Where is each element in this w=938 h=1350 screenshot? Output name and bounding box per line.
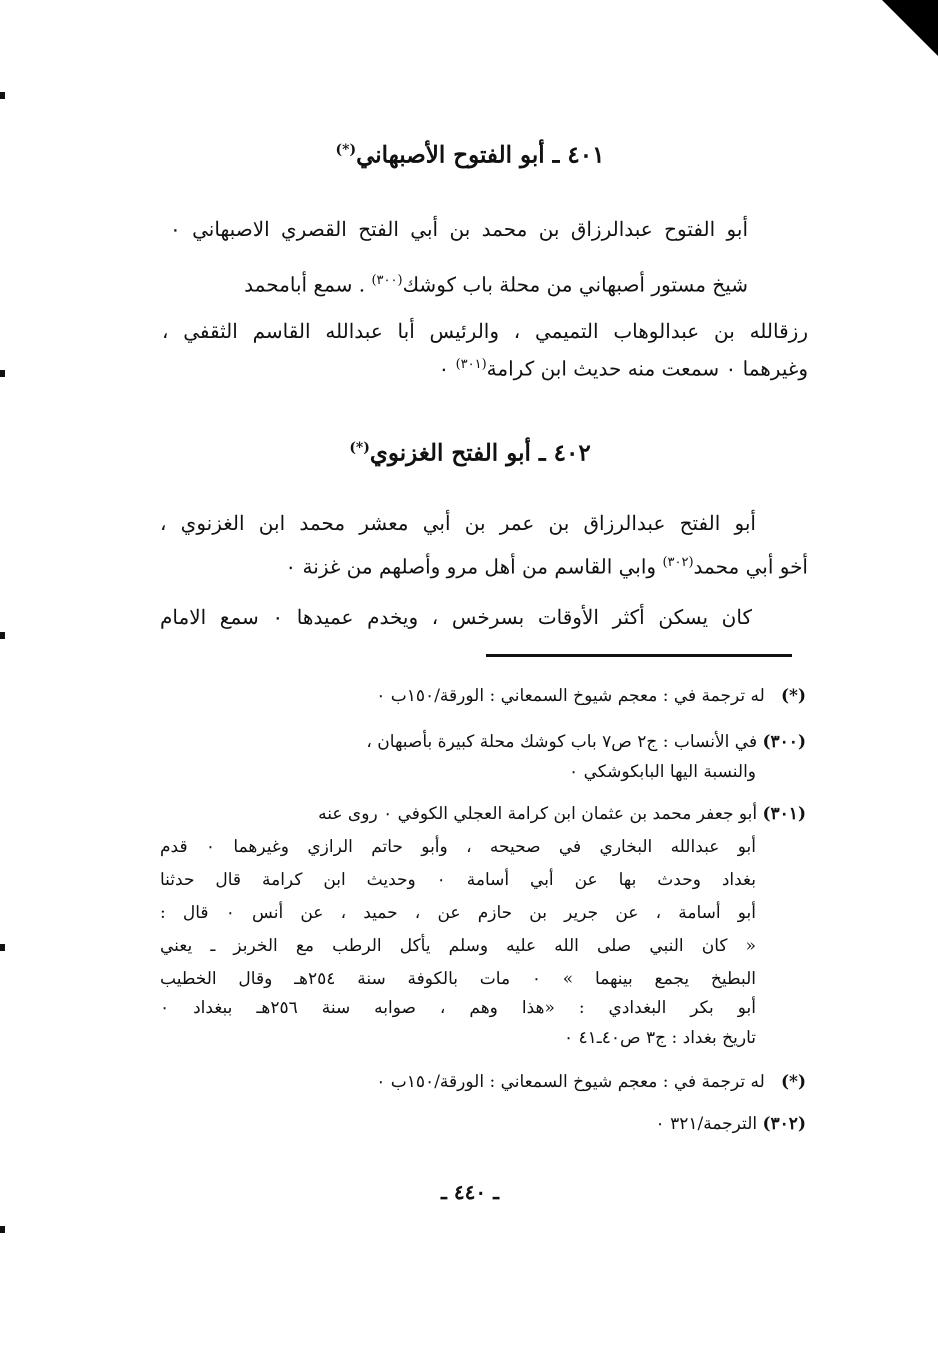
footnote [160, 728, 806, 757]
footnote-text: له ترجمة في : معجم شيوخ السمعاني : الورقة/١٥٠ب ٠ [376, 686, 765, 706]
heading-footnote-mark: (*) [349, 440, 370, 456]
line-text: أخو أبي محمد [693, 554, 808, 579]
footnote [240, 682, 806, 711]
footnote-continuation: تاريخ بغداد : ج٣ ص٤٠ـ٤١ ٠ [563, 1028, 756, 1048]
entry-401-line-2 [162, 266, 748, 300]
entry-402-heading [150, 432, 790, 470]
entry-401-heading [150, 134, 790, 172]
margin-mark [0, 370, 5, 377]
entry-402-line-1: أبو الفتح عبدالرزاق بن عمر بن أبي معشر محمد ابن الغزنوي ، [160, 511, 756, 535]
margin-mark [0, 632, 5, 639]
margin-mark [0, 944, 5, 951]
footnote [240, 1068, 806, 1097]
footnote-number: (٣٠٠) [762, 732, 806, 752]
note-ref: (٣٠١) [455, 357, 487, 372]
footnote-number: (٣٠١) [762, 804, 806, 824]
page-number: ـ ٤٤٠ ـ [441, 1180, 499, 1204]
footnote-continuation: بغداد وحدث بها عن أبي أسامة ٠ وحديث ابن كرامة قال حدثنا [160, 870, 756, 890]
footnote-text: الترجمة/٣٢١ ٠ [655, 1114, 758, 1134]
entry-401-line-4 [380, 350, 808, 384]
footnote-continuation: والنسبة اليها البابكوشكي ٠ [569, 762, 756, 782]
entry-401-line-1: أبو الفتوح عبدالرزاق بن محمد بن أبي الفتح القصري الاصبهاني ٠ [170, 217, 748, 241]
footnote [540, 1110, 806, 1139]
line-text: وغيرهما ٠ سمعت منه حديث ابن كرامة [486, 356, 808, 381]
entry-401-line-3: رزقالله بن عبدالوهاب التميمي ، والرئيس أبا عبدالله القاسم الثقفي ، [162, 319, 808, 343]
footnote-number: (*) [781, 686, 806, 706]
footnote-text: أبو جعفر محمد بن عثمان ابن كرامة العجلي الكوفي ٠ روى عنه [318, 804, 758, 824]
margin-mark [0, 92, 5, 99]
line-text: شيخ مستور أصبهاني من محلة باب كوشك [402, 272, 748, 297]
corner-mark [882, 0, 938, 56]
footnote-number: (*) [781, 1072, 806, 1092]
note-ref: (٣٠٠) [371, 273, 403, 288]
entry-402-line-2 [196, 548, 808, 582]
footnote-continuation: « كان النبي صلى الله عليه وسلم يأكل الرطب مع الخربز ـ يعني [160, 936, 756, 956]
heading-footnote-mark: (*) [335, 142, 357, 158]
heading-text: ٤٠٢ ـ أبو الفتح الغزنوي [369, 439, 591, 467]
margin-mark [0, 1226, 5, 1233]
footnote-number: (٣٠٢) [762, 1114, 806, 1134]
line-text: وابي القاسم من أهل مرو وأصلهم من غزنة ٠ [285, 554, 657, 579]
footnote-separator [486, 654, 792, 657]
footnote-text: في الأنساب : ج٢ ص٧ باب كوشك محلة كبيرة بأصبهان ، [366, 732, 758, 752]
footnote-text: له ترجمة في : معجم شيوخ السمعاني : الورقة/١٥٠ب ٠ [376, 1072, 765, 1092]
footnote-continuation: أبو عبدالله البخاري في صحيحه ، وأبو حاتم الرازي وغيرهما ٠ قدم [160, 837, 756, 857]
note-ref: (٣٠٢) [662, 555, 694, 570]
footnote-continuation: البطيخ يجمع بينهما » ٠ مات بالكوفة سنة ٢٥٤هـ وقال الخطيب [160, 969, 757, 989]
line-text: . سمع أبامحمد [244, 272, 366, 297]
footnote [160, 800, 806, 829]
footnote-continuation: أبو أسامة ، عن جرير بن حازم عن ، حميد ، عن أنس ٠ قال : [160, 903, 756, 923]
footnote-continuation: أبو بكر البغدادي : «هذا وهم ، صوابه سنة ٢٥٦هـ ببغداد ٠ [160, 998, 756, 1018]
line-text: ٠ [438, 356, 450, 381]
heading-text: ٤٠١ ـ أبو الفتوح الأصبهاني [356, 141, 605, 169]
entry-402-line-3: كان يسكن أكثر الأوقات بسرخس ، ويخدم عميدها ٠ سمع الامام [160, 605, 752, 629]
